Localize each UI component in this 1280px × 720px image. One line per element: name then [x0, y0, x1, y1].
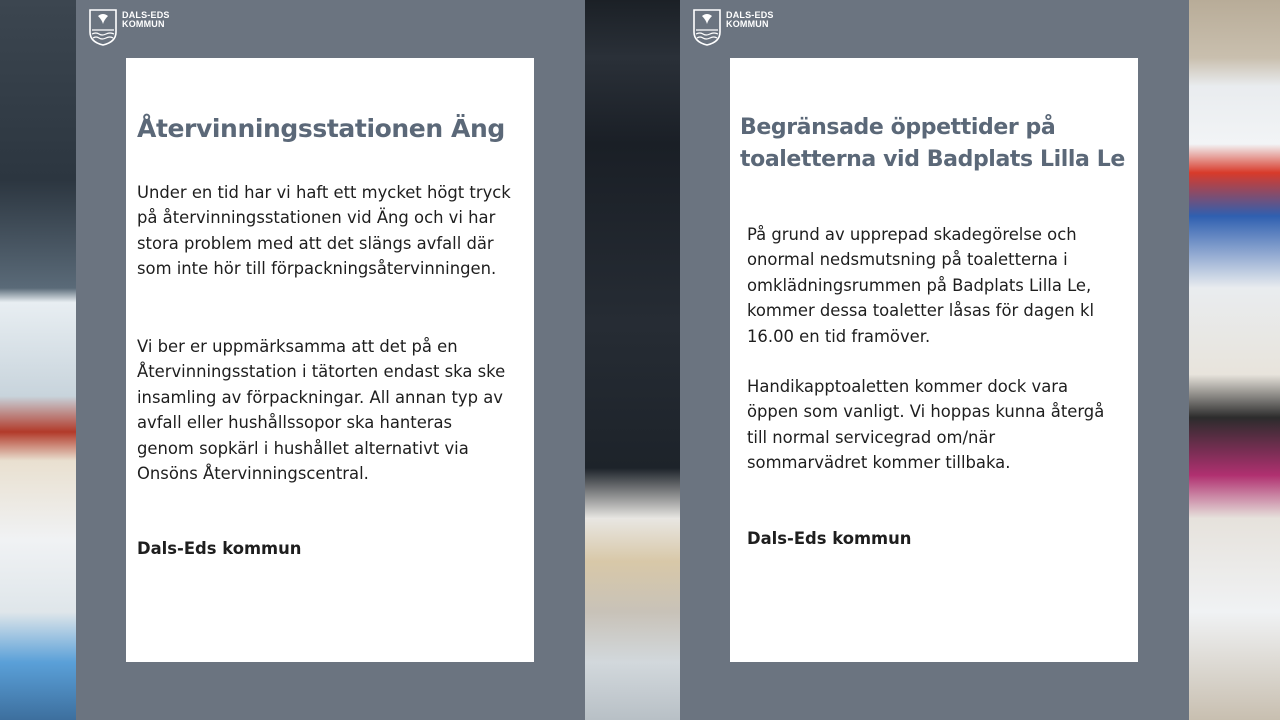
coat-of-arms-icon: [88, 8, 118, 46]
municipality-logo: [692, 8, 774, 46]
logo-text-line2: KOMMUN: [122, 19, 165, 29]
logo-text-line2: KOMMUN: [726, 19, 769, 29]
notice-card: [730, 58, 1138, 662]
logo-text-line1: DALS-EDS: [122, 10, 170, 20]
notice-paragraph-1: Under en tid har vi haft ett mycket högt tryck på återvinningsstationen vid Äng och vi har stora problem med att det slängs avfall där som inte hör till förpackningsåtervinningen.: [137, 183, 511, 279]
municipality-logo: [88, 8, 170, 46]
notice-signature: Dals-Eds kommun: [747, 529, 912, 548]
notice-paragraph-2: Vi ber er uppmärksamma att det på en Återvinningsstation i tätorten endast ska ske insamling av förpackningar. All annan typ av avfall eller hushållssopor ska hanteras genom sopkärl i hushållet alternativt via Onsöns Återvinningscentral.: [137, 337, 506, 484]
notice-paragraph-1: På grund av upprepad skadegörelse och onormal nedsmutsning på toaletterna i omklädningsrummen på Badplats Lilla Le, kommer dessa toaletter låsas för dagen kl 16.00 en tid framöver.: [747, 225, 1095, 346]
notice-signature: Dals-Eds kommun: [137, 539, 302, 558]
background-photo-left: [0, 0, 76, 720]
notice-title: Återvinningsstationen Äng: [137, 114, 505, 143]
background-photo-right: [1189, 0, 1280, 720]
coat-of-arms-icon: [692, 8, 722, 46]
notice-card: [126, 58, 534, 662]
logo-text-line1: DALS-EDS: [726, 10, 774, 20]
notice-title: Begränsade öppettider på toaletterna vid Badplats Lilla Le: [740, 115, 1125, 172]
notice-paragraph-2: Handikapptoaletten kommer dock vara öppen som vanligt. Vi hoppas kunna återgå till normal servicegrad om/när sommarvädret kommer tillbaka.: [747, 377, 1105, 473]
notice-panel-right: [680, 0, 1189, 720]
notice-panel-left: [76, 0, 585, 720]
background-photo-middle: [585, 0, 680, 720]
